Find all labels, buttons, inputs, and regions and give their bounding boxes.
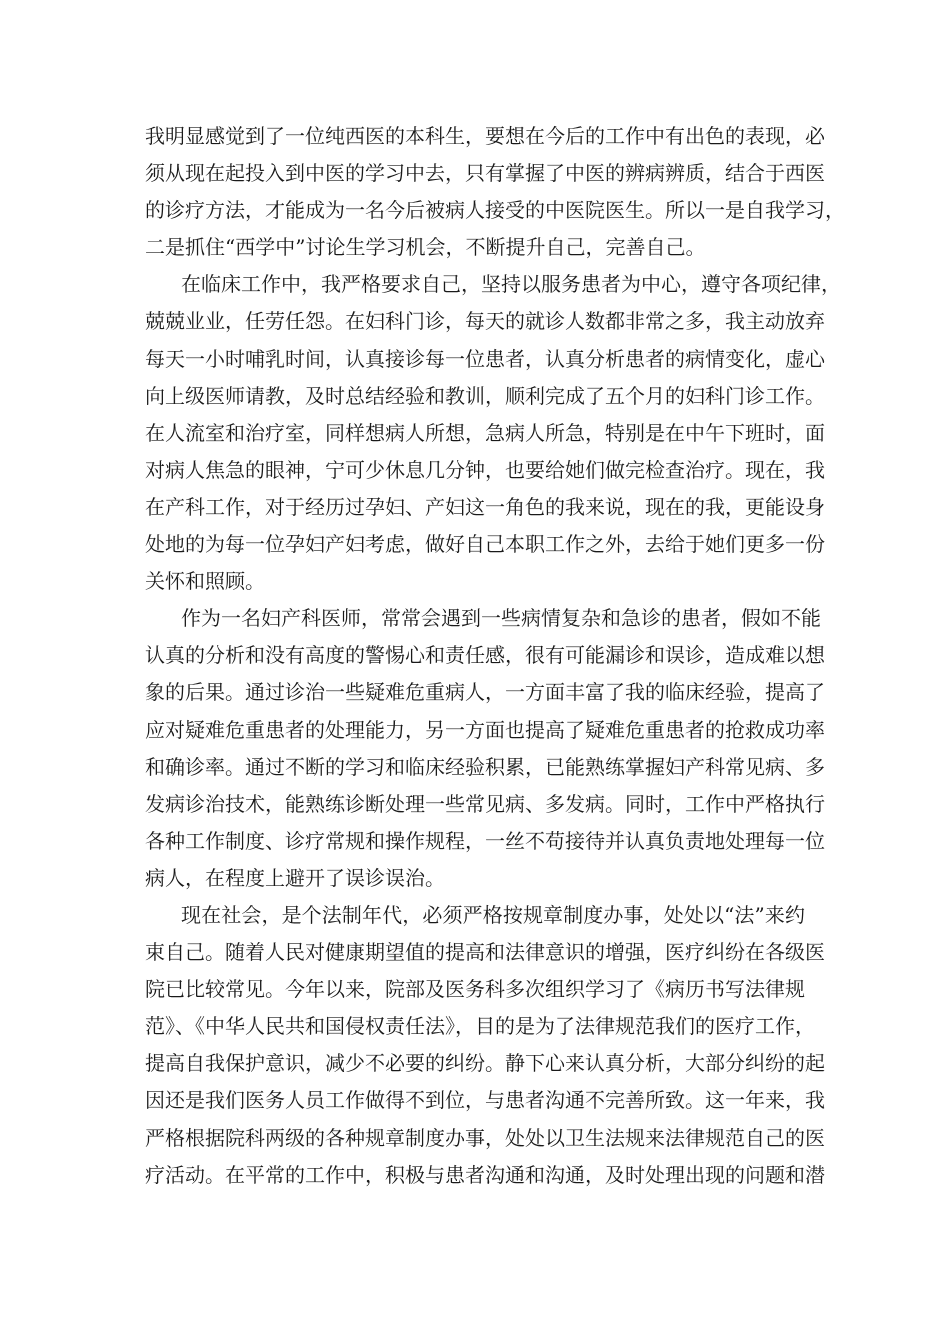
text-line: 在人流室和治疗室，同样想病人所想，急病人所急，特别是在中午下班时，面 [145, 420, 825, 445]
body-text [145, 118, 845, 1194]
text-line: 每天一小时哺乳时间，认真接诊每一位患者，认真分析患者的病情变化，虚心 [145, 346, 825, 371]
text-line: 和确诊率。通过不断的学习和临床经验积累，已能熟练掌握妇产科常见病、多 [145, 754, 825, 779]
text-line: 向上级医师请教，及时总结经验和教训，顺利完成了五个月的妇科门诊工作。 [145, 383, 825, 408]
paragraph-first-line: 作为一名妇产科医师，常常会遇到一些病情复杂和急诊的患者，假如不能 [181, 606, 821, 631]
text-line: 病人，在程度上避开了误诊误治。 [145, 865, 445, 890]
text-line: 因还是我们医务人员工作做得不到位，与患者沟通不完善所致。这一年来，我 [145, 1088, 825, 1113]
text-line: 提高自我保护意识，减少不必要的纠纷。静下心来认真分析，大部分纠纷的起 [145, 1051, 825, 1076]
text-line: 各种工作制度、诊疗常规和操作规程，一丝不苟接待并认真负责地处理每一位 [145, 828, 825, 853]
text-line: 须从现在起投入到中医的学习中去，只有掌握了中医的辨病辨质，结合于西医 [145, 161, 825, 186]
text-line: 束自己。随着人民对健康期望值的提高和法律意识的增强，医疗纠纷在各级医 [145, 940, 825, 965]
paragraph-first-line: 现在社会，是个法制年代，必须严格按规章制度办事，处处以“法”来约 [181, 902, 805, 927]
paragraph-first-line: 在临床工作中，我严格要求自己，坚持以服务患者为中心，遵守各项纪律， [181, 272, 841, 297]
text-line: 对病人焦急的眼神，宁可少休息几分钟，也要给她们做完检查治疗。现在，我 [145, 457, 825, 482]
text-line: 应对疑难危重患者的处理能力，另一方面也提高了疑难危重患者的抢救成功率 [145, 717, 825, 742]
text-line: 二是抓住“西学中”讨论生学习机会，不断提升自己，完善自己。 [145, 235, 706, 260]
text-line: 发病诊治技术，能熟练诊断处理一些常见病、多发病。同时，工作中严格执行 [145, 791, 825, 816]
text-line: 范》、《中华人民共和国侵权责任法》，目的是为了法律规范我们的医疗工作， [145, 1014, 815, 1039]
text-line: 的诊疗方法，才能成为一名今后被病人接受的中医院医生。所以一是自我学习， [145, 198, 845, 223]
text-line: 疗活动。在平常的工作中，积极与患者沟通和沟通，及时处理出现的问题和潜 [145, 1162, 825, 1187]
text-line: 兢兢业业，任劳任怨。在妇科门诊，每天的就诊人数都非常之多，我主动放弃 [145, 309, 825, 334]
text-line: 院已比较常见。今年以来，院部及医务科多次组织学习了《病历书写法律规 [145, 977, 805, 1002]
text-line: 关怀和照顾。 [145, 569, 265, 594]
text-line: 我明显感觉到了一位纯西医的本科生，要想在今后的工作中有出色的表现，必 [145, 124, 825, 148]
text-line: 认真的分析和没有高度的警惕心和责任感，很有可能漏诊和误诊，造成难以想 [145, 643, 825, 668]
text-line: 在产科工作，对于经历过孕妇、产妇这一角色的我来说，现在的我，更能设身 [145, 494, 825, 519]
text-line: 处地的为每一位孕妇产妇考虑，做好自己本职工作之外，去给于她们更多一份 [145, 532, 825, 557]
text-line: 象的后果。通过诊治一些疑难危重病人，一方面丰富了我的临床经验，提高了 [145, 680, 825, 705]
text-line: 严格根据院科两级的各种规章制度办事，处处以卫生法规来法律规范自己的医 [145, 1125, 825, 1150]
